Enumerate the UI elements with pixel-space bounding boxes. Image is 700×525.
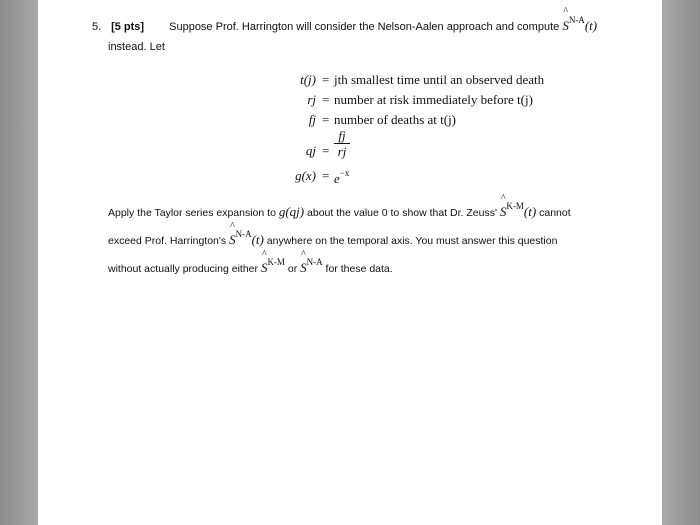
definition-row: rj = number at risk immediately before t(j) <box>307 92 533 107</box>
def-rhs: jth smallest time until an observed death <box>334 72 545 87</box>
definition-row: g(x) = $e^{-x}$ <box>295 168 350 186</box>
fraction <box>334 128 350 159</box>
question-points: [5 pts] <box>111 21 145 33</box>
km-estimator: ^ $S^{K-M}$ <box>260 249 285 275</box>
definition-row: t(j) = jth smallest time until an observed death <box>300 72 545 87</box>
hat-mark: ^ <box>563 6 569 17</box>
na-estimator: ^ $S^{N-A}(t)$ <box>562 10 597 36</box>
def-lhs: fj <box>308 112 316 127</box>
right-page-edge <box>662 0 700 525</box>
na-estimator: ^ $S^{N-A}$ <box>300 249 323 275</box>
def-lhs: t(j) <box>300 72 316 87</box>
km-estimator: ^ $S^{K-M}(t)$ <box>499 193 537 219</box>
definition-row-fraction: qj = $\frac{fj}{rj}$ <box>228 134 548 166</box>
na-estimator: ^ $S^{N-A}(t)$ <box>229 221 264 247</box>
left-page-edge <box>0 0 38 525</box>
question-header <box>92 6 612 57</box>
fraction-denominator: rj <box>337 144 347 159</box>
definitions-block <box>228 70 548 186</box>
question-body: Apply the Taylor series expansion to g(qj) about the value 0 to show that Dr. Zeuss' ^ $S^{K-M}(t)$ cannot exceed Prof. Harrington's ^ $S^{N-A}(t)$ anywhere on the temporal axis. You must answer this question without actually producing either ^ $S^{K-M}$ or ^ $S^{N-A}$ for these data. <box>108 196 608 280</box>
definition-row: fj = number of deaths at t(j) <box>308 112 457 127</box>
fraction-numerator: fj <box>334 128 350 144</box>
question-intro-end: instead. Let <box>108 41 165 53</box>
document-page <box>38 0 662 525</box>
def-lhs: rj <box>307 92 316 107</box>
g-of-q: g(qj) <box>278 204 305 219</box>
def-rhs: number of deaths at t(j) <box>334 112 457 127</box>
def-lhs: g(x) <box>295 168 316 183</box>
def-rhs: $e^{-x}$ <box>334 168 350 186</box>
question-intro: Suppose Prof. Harrington will consider the Nelson-Aalen approach and compute <box>169 21 560 33</box>
def-rhs: number at risk immediately before t(j) <box>334 92 533 107</box>
question-number: 5. <box>92 21 102 33</box>
def-lhs: qj <box>305 143 316 158</box>
